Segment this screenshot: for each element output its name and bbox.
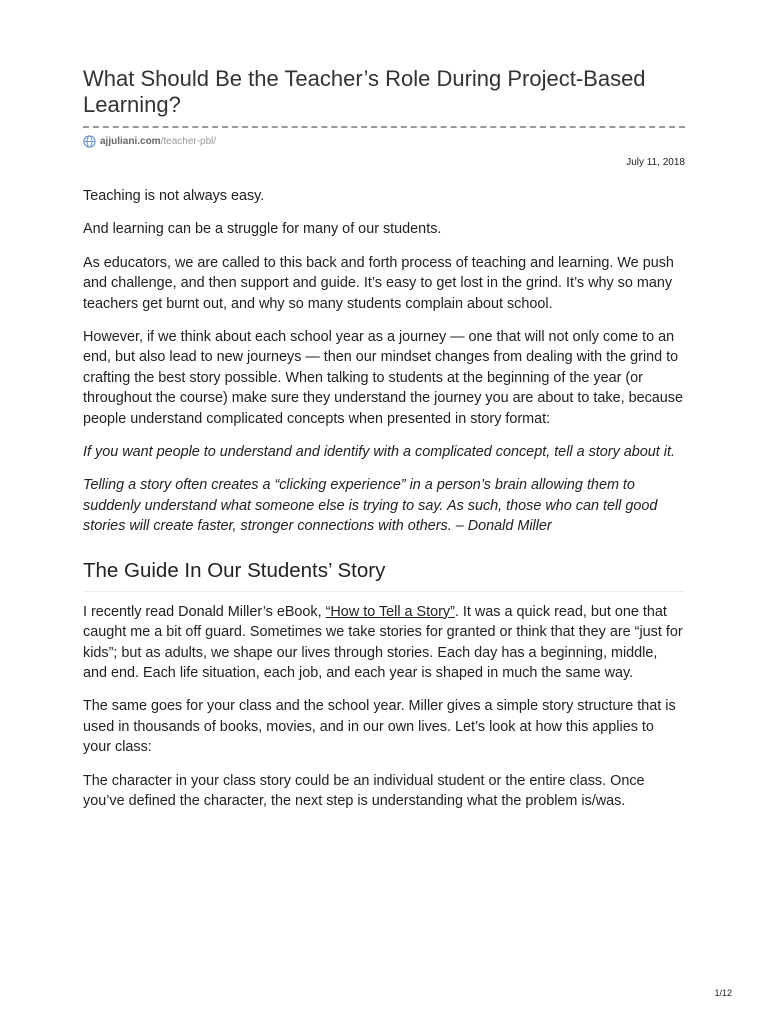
title-divider — [83, 126, 685, 128]
source-path[interactable]: /teacher-pbl/ — [160, 135, 217, 147]
paragraph — [83, 602, 685, 684]
publish-date: July 11, 2018 — [626, 157, 685, 168]
source-line — [83, 134, 685, 148]
section-heading: The Guide In Our Students’ Story — [83, 559, 685, 592]
paragraph: And learning can be a struggle for many of our students. — [83, 221, 442, 238]
article-body — [83, 186, 685, 811]
globe-icon — [83, 135, 96, 148]
quote-paragraph: If you want people to understand and identify with a complicated concept, tell a story about it. — [83, 444, 675, 461]
paragraph: Teaching is not always easy. — [83, 188, 265, 204]
paragraph-text: . It was a quick read, but one that caught me a bit off guard. Sometimes we take stories for granted or think that they are “just for kids”; but as adults, we shape our lives through stories. Each day has a beginning, middle, and end. Each life situation, each job, and each year is shaped in much the same way. — [83, 603, 683, 681]
paragraph: The character in your class story could be an individual student or the entire class. Once you’ve defined the character, the next step is understanding what the problem is/was. — [83, 772, 645, 809]
article-page — [83, 66, 685, 824]
paragraph: The same goes for your class and the school year. Miller gives a simple story structure that is used in thousands of books, movies, and in our own lives. Let’s look at how this applies to your class: — [83, 698, 676, 756]
source-domain[interactable]: ajjuliani.com — [100, 135, 161, 147]
paragraph-text: I recently read Donald Miller’s eBook, — [83, 603, 326, 620]
ebook-link[interactable]: “How to Tell a Story” — [325, 603, 455, 620]
article-title: What Should Be the Teacher’s Role During Project-Based Learning? — [83, 66, 646, 117]
paragraph: As educators, we are called to this back and forth process of teaching and learning. We push and challenge, and then support and guide. It’s easy to get lost in the grind. It’s why so many teachers get burnt out, and why so many students complain about school. — [83, 254, 674, 312]
quote-paragraph: Telling a story often creates a “clicking experience” in a person’s brain allowing them to suddenly understand what someone else is trying to say. As such, those who can tell good stories will create faster, stronger connections with others. – Donald Miller — [83, 477, 658, 535]
paragraph: However, if we think about each school year as a journey — one that will not only come to an end, but also lead to new journeys — then our mindset changes from dealing with the grind to crafting the best story possible. When talking to students at the beginning of the year (or throughout the course) make sure they understand the journey you are about to take, because people understand complicated concepts when presented in story format: — [83, 329, 683, 427]
page-number: 1/12 — [714, 988, 732, 998]
